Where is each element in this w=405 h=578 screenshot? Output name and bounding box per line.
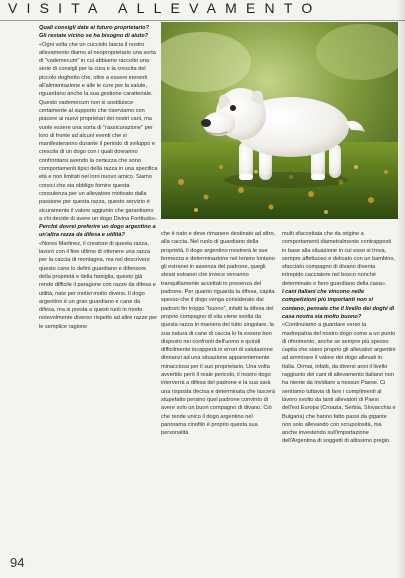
page-number: 94 [10,555,25,570]
answer-2-end: multi sfaccettata che da origine a comportamenti diametralmente contrapposti in base alla situazione in cui esso si trova, sempre affettuoso e delicato con un bambino, sfacciato compagno di divano diventa intrepido cacciatore nel bosco nonché determinato e fiero guardiano della casa». [282,231,396,287]
answer-1: «Ogni volta che un cucciolo lascia il nostro allevamento diamo al neoproprietario una sorta di "vademecum" in cui abbiamo raccolto una serie di consigli per la cura e la crescita del piccolo doghetto che, oltre a essere inerenti all'alimentazione e alle le cure per la salute, riguardano anche la sua gestione caratteriale. Questo vademecum non si sostituisce certamente al supporto che riserviamo con piacere ai nuovi proprietari dei nostri cani, ma vuole essere una sorta di "rassicurazione" per loro di fronte ad alcuni eventi che si manifesteranno durante il periodo di sviluppo e crescita di un dogo con i quali dovranno confrontarsi avendo la certezza che sono comportamenti tipici della razza in una specifica età e non limitati nel loro nuovo amico. Siamo consci che sia obbligo fornire questa consulenza per un allevatore motivato dalla passione per questa razza, questo servizio è sicuramente il valore aggiunto che garantiamo a chi decide di avere un dogo Divina Fortitudo». [39,41,158,222]
column-2 [161,230,278,437]
answer-3: «Continuiamo a guardare verso la madrepatria del nostro dogo come a un punto di riferimento, anche se sempre più spesso capita che siano proprio gli allevatori argentini ad ammirare il valore dei dogo allevati in Italia. Ormai, infatti, da diversi anni il livello raggiunto dei cani di allevamento italiano non ha niente da invidiare a nessun Paese. Ci sentiamo tuttavia di fare i complimenti al lavoro svolto da tanti allevatori di Paesi dell'est Europa (Croazia, Serbia, Slovacchia e Bulgaria) che hanno fatto passi da gigante non solo allevando con scrupolosità, ma anche investendo sull'importazione dell'Argentina di soggetti di altissimo pregio. [282,322,396,445]
column-3 [282,230,397,446]
column-1 [39,24,158,331]
answer-2-continued: che è nato e deve rimanere destinato ad altro, alla caccia. Nel ruolo di guardiano della proprietà, il dogo argentino mostrerà le sue fermezza e determinazione nel tenere lontano gli estranei in assenza del padrone, quegli stessi estranei che invece verranno tranquillamente accettati in presenza del padrone. Per quanto riguarda la difesa, capita spesso che il dogo venga considerato dai padroni fin troppo "buono", infatti la difesa del proprio compagno di vita viene svolta da questa razza in maniera del tutto singolare, la sua natura di cane di caccia lo fa essere ben disposto nei confronti dell'uomo e quindi difficilmente incapperà in errori di valutazione dinnanzi ad una situazione apparentemente minacciosa per il suo proprietario. Una volta avvertito però il reale pericolo, il nostro dogo interverrà a difesa del padrone e la sua sarà una risposta decisa e determinata che lascerà stupefatto persino quel padrone convinto di avere solo un buon compagno di divano. Ciò che rende unico il dogo argentino nel panorama cinofilo è proprio questa sua personalità [161,231,276,437]
puppy-illustration [161,22,398,219]
header [0,0,405,20]
dogo-puppy-photo [161,22,398,219]
header-rule [0,20,405,21]
question-2: Perché dovrei preferire un dogo argentino a un'altra razza da difesa e utilità? [39,224,156,239]
answer-2: «Nores Martinez, il creatore di questa razza, lavorò con il fine ultimo di ottenere una razza per la caccia di montagna, ma nel descrivere questo cane lo definì guardiano e difensore della proprietà e della famiglia, questo già rende difficile il paragone con razze da difesa e utilità, nate per motivi molto diversi. Il dogo argentino è un gran guardiano e cane da difesa, ma si presta a questi ruoli in modo notevolmente diverso rispetto ad altre razze per le semplice ragione [39,240,158,330]
question-3: I cani italiani che vincono nelle competizioni più importanti non si contano, pensate che il livello dei doghi di casa nostra sia molto buono? [282,289,395,320]
section-title: VISITA ALLEVAMENTO [8,0,322,16]
page-gutter [397,0,405,578]
question-1: Quali consigli date ai futuro proprietario? Gli restate vicino se ha bisogno di aiuto? [39,25,150,40]
